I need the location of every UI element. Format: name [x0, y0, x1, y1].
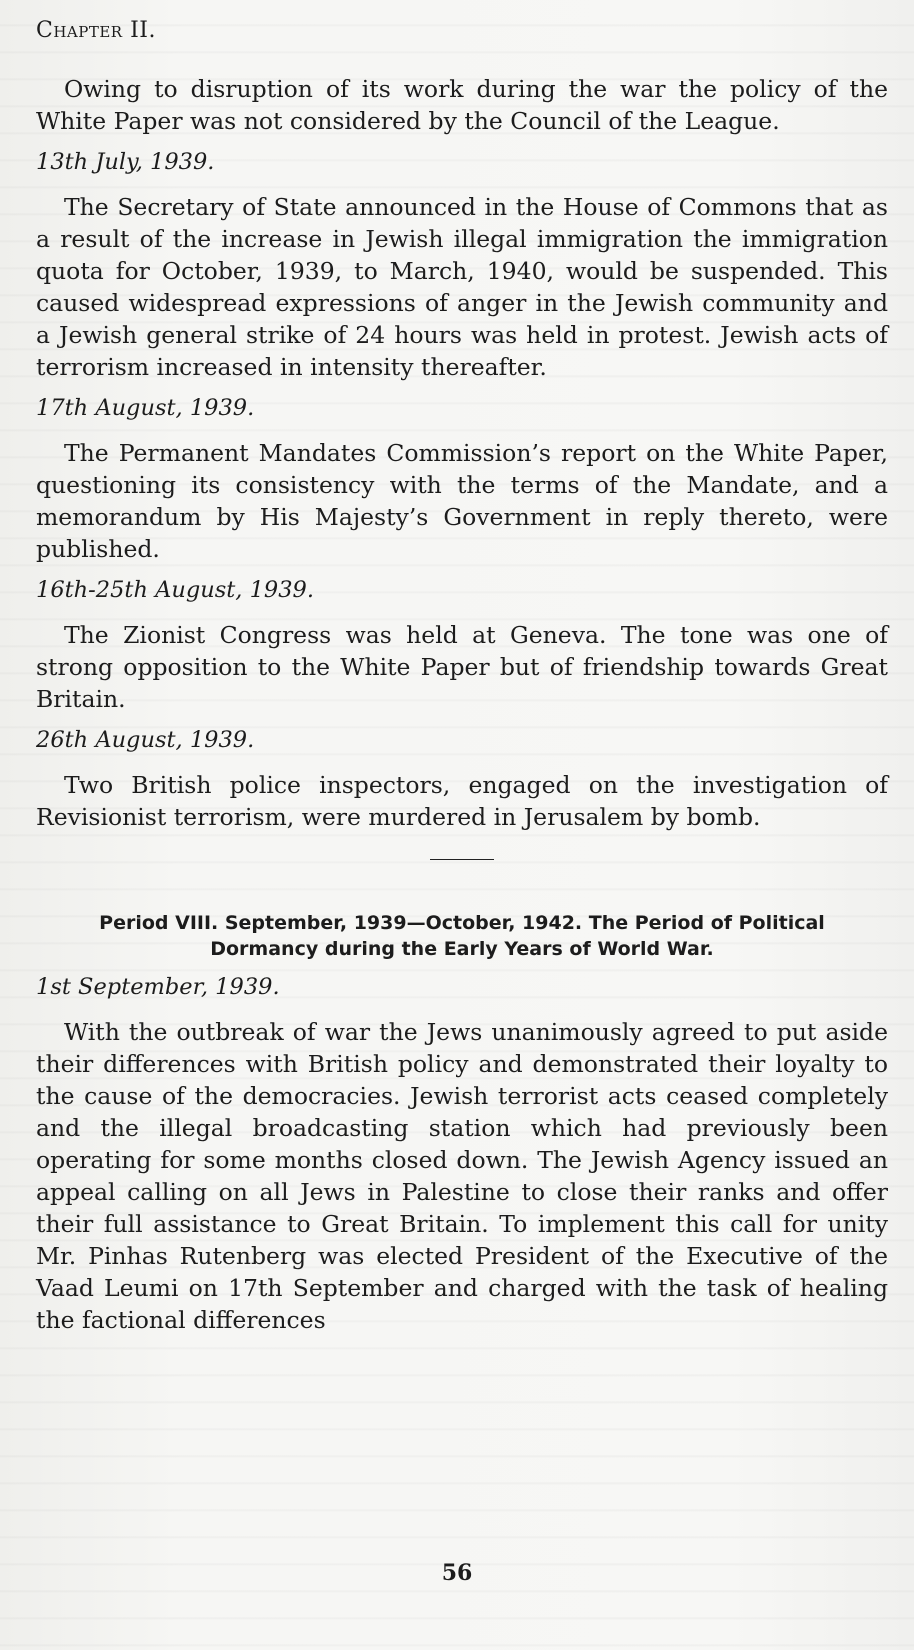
date-heading: 17th August, 1939. [36, 395, 255, 421]
section-26-august-1939 [36, 769, 888, 833]
paragraph: With the outbreak of war the Jews unanimously agreed to put aside their differences with British policy and demonstrated their loyalty to the cause of the democracies. Jewish terrorist acts ceased completely and the illegal broadcasting station which had previously been operating for some months closed down. The Jewish Agency issued an appeal calling on all Jews in Palestine to close their ranks and offer their full assistance to Great Britain. To implement this call for unity Mr. Pinhas Rutenberg was elected President of the Executive of the Vaad Leumi on 17th September and charged with the task of healing the factional differences [36, 1018, 888, 1334]
page-content [36, 18, 888, 1342]
section-13-july-1939 [36, 191, 888, 383]
section-divider [430, 859, 494, 860]
section-17-august-1939 [36, 437, 888, 565]
date-heading: 1st September, 1939. [36, 974, 280, 1000]
section-intro [36, 73, 888, 137]
period-heading-line2: Dormancy during the Early Years of World War. [210, 938, 714, 960]
period-heading [36, 910, 888, 962]
running-head [36, 18, 888, 43]
paragraph: The Zionist Congress was held at Geneva. The tone was one of strong opposition to the White Paper but of friendship towards Great Britain. [36, 621, 888, 713]
section-16-25-august-1939 [36, 619, 888, 715]
chapter-label: Chapter II. [36, 18, 156, 43]
paragraph: The Secretary of State announced in the House of Commons that as a result of the increase in Jewish illegal immigration the immigration quota for October, 1939, to March, 1940, would be suspended. This caused widespread expressions of anger in the Jewish community and a Jewish general strike of 24 hours was held in protest. Jewish acts of terrorism increased in intensity thereafter. [36, 193, 888, 381]
paragraph: Owing to disruption of its work during the war the policy of the White Paper was not considered by the Council of the League. [36, 75, 888, 135]
date-heading: 26th August, 1939. [36, 727, 255, 753]
date-heading: 16th-25th August, 1939. [36, 577, 315, 603]
paragraph: The Permanent Mandates Commission’s report on the White Paper, questioning its consistency with the terms of the Mandate, and a memorandum by His Majesty’s Government in reply thereto, were published. [36, 439, 888, 563]
paragraph: Two British police inspectors, engaged on the investigation of Revisionist terrorism, were murdered in Jerusalem by bomb. [36, 771, 888, 831]
page-number: 56 [441, 1560, 473, 1586]
period-heading-line1: Period VIII. September, 1939—October, 1942. The Period of Political [99, 912, 825, 934]
section-1-september-1939 [36, 1016, 888, 1336]
date-heading: 13th July, 1939. [36, 149, 215, 175]
